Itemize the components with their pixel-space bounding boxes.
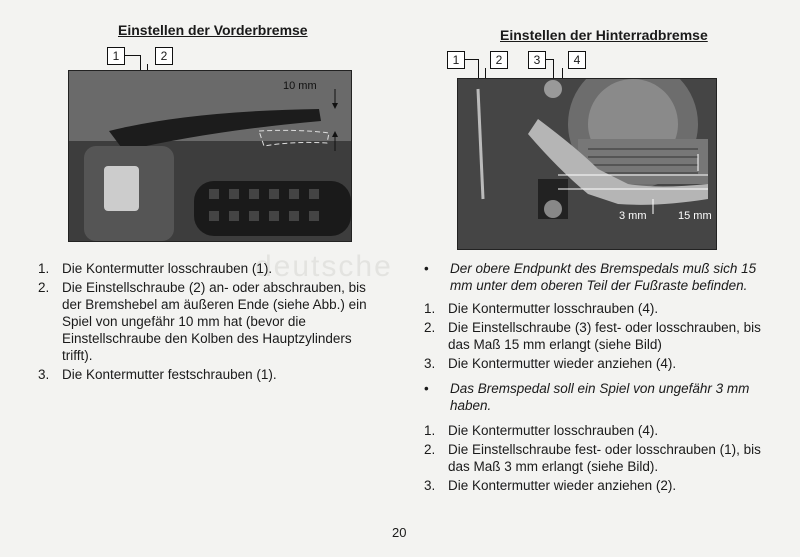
list-item	[424, 319, 776, 353]
rear-callout-3: 3	[528, 51, 546, 69]
step-text: Die Kontermutter losschrauben (1).	[62, 261, 273, 276]
list-item	[38, 279, 384, 364]
rear-callout-2: 2	[490, 51, 508, 69]
list-item	[38, 366, 384, 383]
list-item	[424, 477, 776, 494]
step-number: 2.	[38, 280, 50, 295]
rear-leader-3	[553, 59, 554, 79]
rear-note-2	[424, 380, 776, 414]
step-text: Die Kontermutter festschrauben (1).	[62, 367, 277, 382]
bullet-icon: •	[424, 261, 429, 276]
rear-brake-photo	[457, 78, 717, 250]
front-brake-photo	[68, 70, 352, 242]
bullet-icon: •	[424, 381, 429, 396]
step-text: Die Kontermutter wieder anziehen (4).	[448, 356, 677, 371]
front-measure-10mm: 10 mm	[283, 80, 317, 92]
rear-measure-15mm: 15 mm	[678, 210, 712, 222]
rear-callout-1: 1	[447, 51, 465, 69]
front-brake-heading: Einstellen der Vorderbremse	[118, 22, 308, 38]
front-leader-h1	[124, 55, 140, 56]
step-number: 2.	[424, 442, 436, 457]
list-item	[424, 422, 776, 439]
step-text: Die Kontermutter losschrauben (4).	[448, 301, 659, 316]
rear-measure-3mm: 3 mm	[619, 210, 647, 222]
rear-leader-h1	[464, 59, 478, 60]
rear-brake-illustration	[458, 79, 716, 249]
step-number: 3.	[424, 478, 436, 493]
list-item	[424, 355, 776, 372]
list-item	[424, 300, 776, 317]
step-number: 3.	[38, 367, 50, 382]
step-number: 3.	[424, 356, 436, 371]
front-callout-1: 1	[107, 47, 125, 65]
list-item	[38, 260, 384, 277]
step-text: Die Einstellschraube (2) an- oder abschrauben, bis der Bremshebel am äußeren Ende (siehe Abb.) ein Spiel von ungefähr 10 mm hat (bevor die Einstellschraube den Kolben des Hauptzylinders trifft).	[62, 280, 367, 363]
rear-steps-list-1	[424, 300, 776, 374]
rear-steps-list-2	[424, 422, 776, 496]
step-text: Die Einstellschraube fest- oder losschrauben (1), bis das Maß 3 mm erlangt (siehe Bild).	[448, 442, 761, 474]
rear-note-1	[424, 260, 776, 294]
step-text: Die Kontermutter wieder anziehen (2).	[448, 478, 677, 493]
rear-brake-heading: Einstellen der Hinterradbremse	[500, 27, 708, 43]
step-number: 2.	[424, 320, 436, 335]
front-steps-list	[38, 260, 384, 385]
step-number: 1.	[424, 301, 436, 316]
note-text: Der obere Endpunkt des Bremspedals muß sich 15 mm unter dem oberen Teil der Fußraste befinden.	[450, 261, 757, 293]
rear-leader-h3	[545, 59, 553, 60]
note-text: Das Bremspedal soll ein Spiel von ungefähr 3 mm haben.	[450, 381, 750, 413]
step-text: Die Einstellschraube (3) fest- oder losschrauben, bis das Maß 15 mm erlangt (siehe Bild)	[448, 320, 761, 352]
watermark: deutsche	[255, 250, 393, 283]
step-number: 1.	[424, 423, 436, 438]
page-number: 20	[392, 525, 407, 540]
step-number: 1.	[38, 261, 50, 276]
front-brake-illustration	[69, 71, 351, 241]
step-text: Die Kontermutter losschrauben (4).	[448, 423, 659, 438]
front-callout-2: 2	[155, 47, 173, 65]
list-item	[424, 441, 776, 475]
rear-callout-4: 4	[568, 51, 586, 69]
